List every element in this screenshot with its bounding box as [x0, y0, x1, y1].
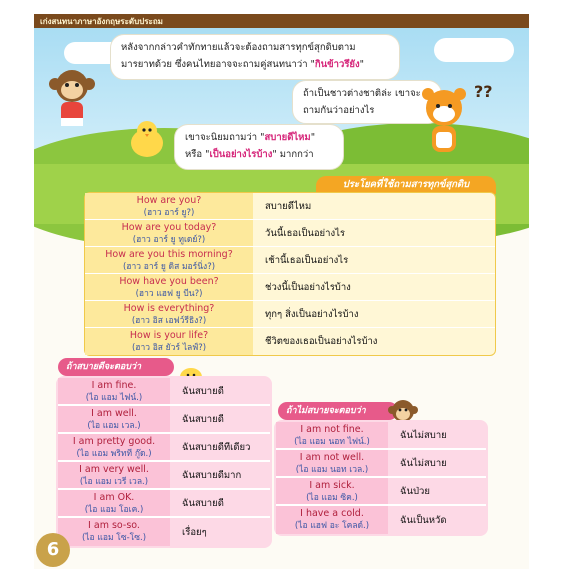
- bubble-text: เขาจะนิยมถามว่า ": [185, 132, 265, 143]
- thai-meaning: ฉันสบายดี: [182, 385, 224, 397]
- question-marks: ??: [474, 82, 493, 101]
- thai-meaning: ฉันสบายดีทีเดียว: [182, 441, 251, 453]
- english-phrase: How is your life?: [129, 330, 209, 341]
- thai-reading: (ไอ แอม โอเค.): [84, 505, 144, 515]
- thai-reading: (ฮาว อาร์ ยู ทูเดย์?): [132, 235, 206, 245]
- english-phrase: How have you been?: [119, 276, 219, 287]
- thai-reading: (ไอ แอม โซ-โซ.): [81, 533, 147, 543]
- table-row: [85, 193, 495, 220]
- english-cell: [276, 478, 388, 504]
- english-phrase: I am well.: [91, 408, 137, 419]
- english-cell: [85, 301, 253, 327]
- thai-meaning: เช้านี้เธอเป็นอย่างไร: [265, 254, 349, 266]
- thai-meaning: สบายดีไหม: [265, 200, 312, 212]
- english-phrase: I am pretty good.: [72, 436, 156, 447]
- english-phrase: I am so-so.: [88, 520, 140, 531]
- thai-reading: (ฮาว แฮฟ ยู บีน?): [135, 289, 203, 299]
- header-bar: [34, 14, 529, 28]
- thai-reading: (ไอ แอม ไฟน์.): [85, 393, 143, 403]
- page-number: 6: [36, 533, 70, 567]
- thai-reading: (ฮาว อิส ยัวร์ ไลฟ์?): [131, 343, 207, 353]
- table-row: [58, 490, 270, 518]
- thai-reading: (ฮาว อาร์ ยู?): [143, 208, 195, 218]
- bubble-highlight: เป็นอย่างไรบ้าง: [209, 149, 273, 160]
- thai-meaning: เรื่อยๆ: [182, 526, 207, 538]
- table-row: [276, 450, 486, 478]
- thai-meaning: ฉันไม่สบาย: [400, 429, 447, 441]
- table-row: [58, 378, 270, 406]
- thai-meaning: ฉันสบายดี: [182, 413, 224, 425]
- speech-bubble-intro: [110, 34, 400, 80]
- fine-answers-table: [56, 376, 272, 548]
- thai-reading: (ไอ แอม เวล.): [87, 421, 141, 431]
- thai-reading: (ไอ แฮฟ อะ โคลด์.): [294, 521, 370, 531]
- english-cell: [85, 193, 253, 219]
- table-row: [58, 434, 270, 462]
- english-phrase: I am fine.: [91, 380, 137, 391]
- fine-answers-title: ถ้าสบายดีจะตอบว่า: [58, 358, 174, 376]
- table-row: [58, 406, 270, 434]
- english-cell: [276, 506, 388, 534]
- chick-icon: [122, 114, 172, 164]
- english-phrase: I am very well.: [79, 464, 149, 475]
- thai-meaning: ฉันไม่สบาย: [400, 457, 447, 469]
- english-cell: [85, 328, 253, 355]
- thai-reading: (ไอ แอม นอท เวล.): [295, 465, 369, 475]
- thai-reading: (ไอ แอม ซิค.): [306, 493, 358, 503]
- table-row: [85, 301, 495, 328]
- table-row: [58, 462, 270, 490]
- bubble-text: ถ้าเป็นชาวต่างชาติล่ะ เขาจะถามกันว่าอย่างไร: [303, 88, 421, 116]
- bubble-text: หลังจากกล่าวคำทักทายแล้วจะต้องถามสารทุกข์สุกดิบตามมารยาทด้วย ซึ่งคนไทยอาจจะถามคู่สนทนาว่า ": [121, 42, 356, 70]
- bubble-highlight: กินข้าวรึยัง: [314, 59, 360, 70]
- thai-meaning: ฉันสบายดี: [182, 497, 224, 509]
- table-row: [85, 328, 495, 355]
- tiger-icon: [414, 84, 474, 159]
- thai-reading: (ฮาว อาร์ ยู ดิส มอร์นิ่ง?): [122, 262, 216, 272]
- english-phrase: How are you today?: [121, 222, 217, 233]
- english-cell: [85, 220, 253, 246]
- thai-meaning: วันนี้เธอเป็นอย่างไร: [265, 227, 345, 239]
- thai-reading: (ไอ แอม เวรี เวล.): [79, 477, 149, 487]
- thai-reading: (ไอ แอม นอท ไฟน์.): [294, 437, 370, 447]
- series-title: เก่งสนทนาภาษาอังกฤษระดับประถม: [40, 17, 163, 26]
- bubble-highlight: สบายดีไหม: [264, 132, 311, 143]
- english-phrase: How are you this morning?: [105, 249, 233, 260]
- thai-meaning: ฉันเป็นหวัด: [400, 514, 447, 526]
- english-cell: [58, 462, 170, 488]
- english-cell: [58, 518, 170, 546]
- english-phrase: I am OK.: [93, 492, 135, 503]
- thai-reading: (ฮาว อิส เอฟว์รีธิง?): [131, 316, 207, 326]
- english-cell: [276, 450, 388, 476]
- table-row: [58, 518, 270, 546]
- thai-meaning: ฉันสบายดีมาก: [182, 469, 242, 481]
- english-cell: [58, 490, 170, 516]
- bubble-text: " มากกว่า: [272, 149, 314, 160]
- english-phrase: How are you?: [136, 195, 202, 206]
- thai-reading: (ไอ แอม พริทที กู๊ด.): [76, 449, 152, 459]
- thai-meaning: ทุกๆ สิ่งเป็นอย่างไรบ้าง: [265, 308, 359, 320]
- english-phrase: I am not fine.: [300, 424, 364, 435]
- monkey-icon: [42, 64, 102, 134]
- english-cell: [276, 422, 388, 448]
- english-cell: [58, 434, 170, 460]
- phrases-table: [84, 192, 496, 356]
- thai-meaning: ฉันป่วย: [400, 485, 430, 497]
- unwell-answers-title: ถ้าไม่สบายจะตอบว่า: [278, 402, 398, 420]
- table-row: [85, 247, 495, 274]
- table-row: [276, 478, 486, 506]
- thai-meaning: ช่วงนี้เป็นอย่างไรบ้าง: [265, 281, 351, 293]
- table-row: [276, 422, 486, 450]
- unwell-answers-table: [274, 420, 488, 536]
- english-phrase: I have a cold.: [300, 508, 364, 519]
- english-phrase: I am sick.: [309, 480, 355, 491]
- english-cell: [58, 406, 170, 432]
- bubble-text: " หรือ ": [185, 132, 316, 160]
- english-cell: [58, 378, 170, 404]
- table-row: [276, 506, 486, 534]
- english-cell: [85, 274, 253, 300]
- speech-bubble-answer: [174, 124, 344, 170]
- cloud-shape: [434, 38, 514, 62]
- book-page: [34, 14, 529, 569]
- bubble-text: ": [359, 59, 365, 70]
- thai-meaning: ชีวิตของเธอเป็นอย่างไรบ้าง: [265, 336, 378, 347]
- table-row: [85, 220, 495, 247]
- table-row: [85, 274, 495, 301]
- english-cell: [85, 247, 253, 273]
- english-phrase: How is everything?: [123, 303, 215, 314]
- phrases-title: ประโยคที่ใช้ถามสารทุกข์สุกดิบ: [316, 176, 496, 194]
- english-phrase: I am not well.: [299, 452, 365, 463]
